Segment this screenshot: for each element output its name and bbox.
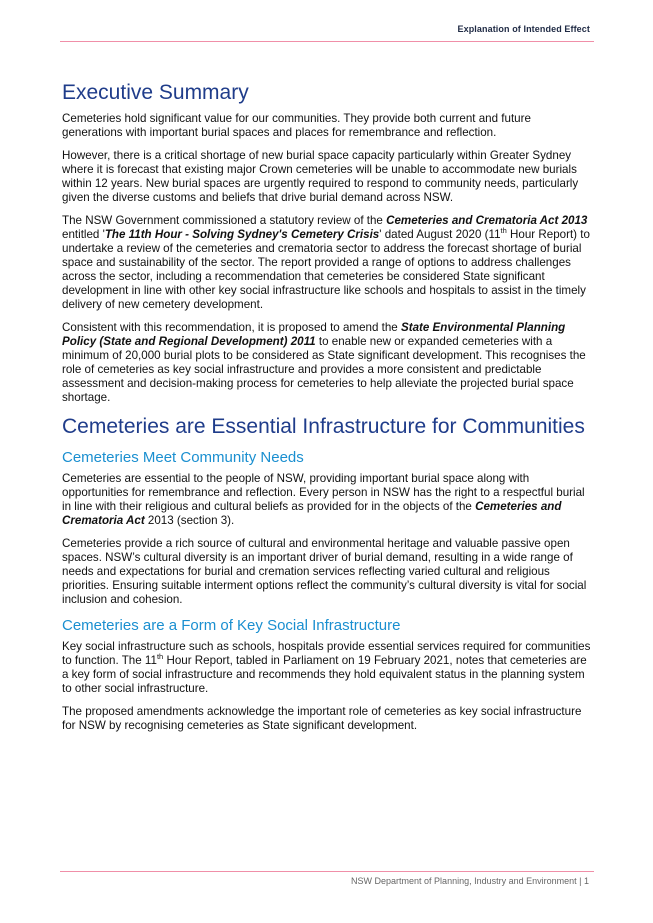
executive-summary-paragraph-3: [62, 214, 592, 312]
act-title: Cemeteries and Crematoria Act: [62, 500, 562, 527]
superscript: th: [156, 652, 164, 662]
text-run: Cemeteries are essential to the people of NSW, providing important burial space along with opportunities for remembrance and reflection. Every person in NSW has the right to a respectful burial in line with their religious and cultural beliefs as provided for in the objects of the: [62, 472, 585, 513]
executive-summary-paragraph-1: Cemeteries hold significant value for our communities. They provide both current and future generations with important burial spaces and places for remembrance and reflection.: [62, 112, 531, 139]
text-run: ' dated August 2020 (11: [379, 228, 501, 241]
social-infrastructure-paragraph-1: [62, 640, 592, 696]
report-title: The 11th Hour - Solving Sydney's Cemetery Crisis: [104, 228, 380, 241]
executive-summary-paragraph-4: [62, 321, 592, 405]
footer-rule: [60, 871, 594, 872]
footer-label: NSW Department of Planning, Industry and Environment | 1: [351, 876, 589, 886]
text-run: Consistent with this recommendation, it is proposed to amend the: [62, 321, 401, 334]
social-infrastructure-subheading: Cemeteries are a Form of Key Social Infrastructure: [62, 617, 401, 634]
text-run: The NSW Government commissioned a statutory review of the: [62, 214, 387, 227]
community-needs-paragraph-2: Cemeteries provide a rich source of cultural and environmental heritage and valuable passive open spaces. NSW’s cultural diversity is an important driver of burial demand, resulting in a wide range of needs and expectations for burial and cremation services reflecting varied cultural and religious priorities. Ensuring suitable interment options reflect the community’s cultural diversity is vital for social inclusion and cohesion.: [62, 537, 587, 606]
essential-infrastructure-heading: Cemeteries are Essential Infrastructure for Communities: [62, 415, 585, 438]
policy-title: State Environmental Planning Policy (State and Regional Development) 2011: [62, 321, 566, 348]
header-label: Explanation of Intended Effect: [457, 24, 590, 34]
text-run: Hour Report) to undertake a review of the cemeteries and crematoria sector to address the forecast shortage of burial space and sustainability of the sector. The report provided a range of options to address challenges across the sector, including a recommendation that cemeteries be considered State significant development in line with other key social infrastructure like schools and hospitals to assist in the timely delivery of new cemetery development.: [62, 228, 590, 311]
community-needs-subheading: Cemeteries Meet Community Needs: [62, 449, 304, 466]
executive-summary-paragraph-2: However, there is a critical shortage of new burial space capacity particularly within Greater Sydney where it is forecast that existing major Crown cemeteries will be unable to accommodate new burials within 12 years. New burial spaces are urgently required to respond to community needs, particularly given the diverse customs and beliefs that drive burial demand across NSW.: [62, 149, 579, 204]
social-infrastructure-paragraph-2: The proposed amendments acknowledge the important role of cemeteries as key social infrastructure for NSW by recognising cemeteries as State significant development.: [62, 705, 582, 732]
text-run: to enable new or expanded cemeteries with a minimum of 20,000 burial plots to be considered as State significant development. This recognises the role of cemeteries as key social infrastructure and provides a more consistent and predictable assessment and decision-making process for cemeteries to help alleviate the projected burial space shortage.: [62, 335, 586, 404]
text-run: entitled ': [62, 228, 105, 241]
community-needs-paragraph-1: [62, 472, 592, 528]
text-run: Hour Report, tabled in Parliament on 19 February 2021, notes that cemeteries are a key form of social infrastructure and recommends they hold equivalent status in the planning system to other social infrastructure.: [62, 654, 587, 695]
text-run: Key social infrastructure such as schools, hospitals provide essential services required for communities to function. The 11: [62, 640, 591, 667]
document-body: [62, 80, 592, 742]
page-header: [60, 18, 594, 42]
text-run: 2013 (section 3).: [144, 514, 235, 527]
superscript: th: [500, 226, 507, 236]
executive-summary-heading: Executive Summary: [62, 81, 249, 104]
act-title: Cemeteries and Crematoria Act 2013: [386, 214, 588, 227]
